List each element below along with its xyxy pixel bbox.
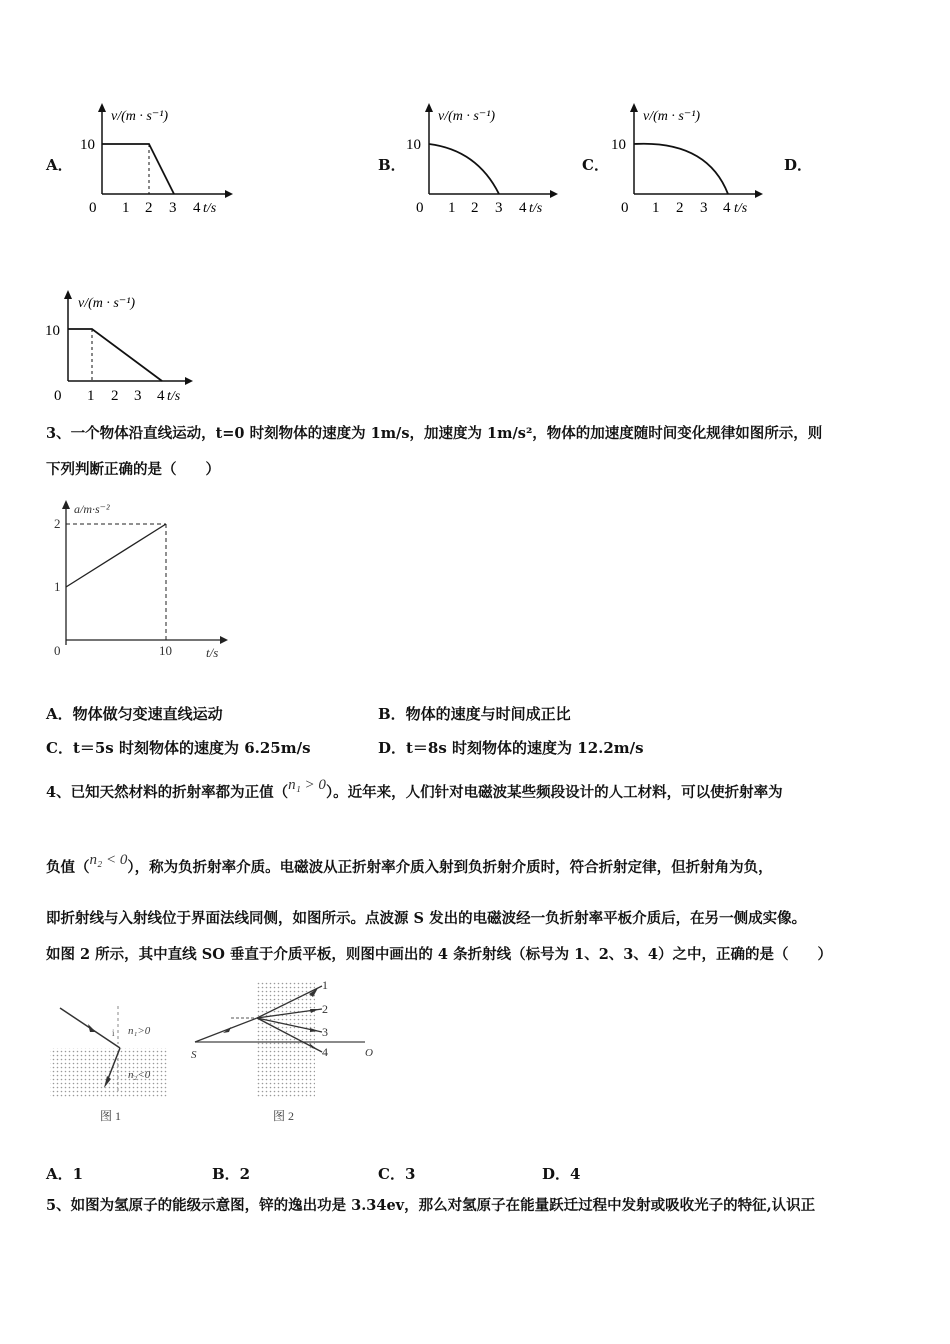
- graph-a: [75, 100, 235, 220]
- t-tick: 2: [111, 388, 119, 404]
- v-tick: 10: [406, 137, 421, 153]
- graph-d: [40, 285, 210, 410]
- q4-option-b[interactable]: B．2: [212, 1165, 251, 1183]
- v-tick: 10: [611, 137, 626, 153]
- v-axis-label: v/(m · s⁻¹): [111, 109, 169, 124]
- source-s-label: S: [191, 1049, 197, 1061]
- t-tick: 1: [448, 200, 456, 216]
- n2-label: n₂<0: [128, 1069, 151, 1081]
- v-tick: 10: [45, 323, 60, 339]
- t-tick: 1: [652, 200, 660, 216]
- t-tick: 1: [87, 388, 95, 404]
- t-tick: 3: [700, 200, 708, 216]
- q5-stem-line1: 5、如图为氢原子的能级示意图，锌的逸出功是 3.34ev，那么对氢原子在能量跃迁过程中发射或吸收光子的特征,认识正: [46, 1197, 816, 1214]
- q3-stem-line2: 下列判断正确的是（ ）: [46, 461, 220, 478]
- q4-figure-2: [185, 978, 385, 1128]
- q4-stem-line1: [46, 777, 783, 803]
- a-axis-label: a/m·s⁻²: [74, 502, 110, 516]
- n1-expression: n₁ > 0: [288, 777, 326, 793]
- t-axis-label: t/s: [206, 645, 219, 660]
- option-b-label[interactable]: B．: [378, 156, 406, 174]
- q4-figure-1: [48, 998, 178, 1128]
- t-tick: 2: [145, 200, 153, 216]
- t-tick: 10: [159, 643, 172, 658]
- q4-line2-a: 负值（: [46, 859, 90, 876]
- q4-line1-b: ）。近年来，人们针对电磁波某些频段设计的人工材料，可以使折射率为: [325, 784, 783, 801]
- ray-label-4: 4: [322, 1045, 328, 1059]
- q3-option-b[interactable]: B．物体的速度与时间成正比: [378, 705, 571, 723]
- q3-acceleration-graph: [40, 495, 240, 665]
- t-tick: 2: [676, 200, 684, 216]
- t-axis-label: t/s: [203, 201, 217, 216]
- t-tick: 0: [54, 388, 62, 404]
- q4-line2-b: ），称为负折射率介质。电磁波从正折射率介质入射到负折射介质时，符合折射定律，但折射角为负，: [127, 859, 773, 876]
- t-tick: 4: [723, 200, 731, 216]
- graph-b: [402, 100, 562, 220]
- t-axis-label: t/s: [734, 201, 748, 216]
- a-tick: 2: [54, 516, 61, 531]
- point-o-label: O: [365, 1047, 373, 1059]
- v-axis-label: v/(m · s⁻¹): [438, 109, 496, 124]
- q3-option-d[interactable]: D．t＝8s 时刻物体的速度为 12.2m/s: [378, 739, 644, 757]
- a-tick: 1: [54, 579, 61, 594]
- option-c-label[interactable]: C．: [582, 156, 609, 174]
- q4-option-c[interactable]: C．3: [378, 1165, 416, 1183]
- t-tick: 4: [519, 200, 527, 216]
- q4-line1-a: 4、已知天然材料的折射率都为正值（: [46, 784, 289, 801]
- ray-label-2: 2: [322, 1002, 328, 1016]
- q4-stem-line3: 即折射线与入射线位于界面法线同侧，如图所示。点波源 S 发出的电磁波经一负折射率平板介质后，在另一侧成实像。: [46, 910, 807, 927]
- q4-option-a[interactable]: A．1: [46, 1165, 84, 1183]
- t-tick: 0: [416, 200, 424, 216]
- t-axis-label: t/s: [167, 389, 181, 404]
- t-axis-label: t/s: [529, 201, 543, 216]
- t-tick: 2: [471, 200, 479, 216]
- q3-option-a[interactable]: A．物体做匀变速直线运动: [46, 705, 223, 723]
- q4-stem-line2: [46, 852, 773, 878]
- t-tick: 4: [157, 388, 165, 404]
- ray-label-1: 1: [322, 978, 328, 992]
- incidence-angle-label: i: [112, 1028, 115, 1038]
- t-tick: 3: [134, 388, 142, 404]
- ray-label-3: 3: [322, 1025, 328, 1039]
- n2-expression: n₂ < 0: [89, 852, 128, 868]
- option-a-label[interactable]: A．: [46, 156, 73, 174]
- figure-1-caption: 图 1: [100, 1109, 122, 1123]
- v-tick: 10: [80, 137, 95, 153]
- n1-label: n₁>0: [128, 1025, 151, 1037]
- q4-option-d[interactable]: D．4: [542, 1165, 581, 1183]
- v-axis-label: v/(m · s⁻¹): [78, 296, 136, 311]
- q3-option-c[interactable]: C．t＝5s 时刻物体的速度为 6.25m/s: [46, 739, 311, 757]
- v-axis-label: v/(m · s⁻¹): [643, 109, 701, 124]
- t-tick: 1: [122, 200, 130, 216]
- q3-stem-line1: 3、一个物体沿直线运动，t=0 时刻物体的速度为 1m/s，加速度为 1m/s²，物体的加速度随时间变化规律如图所示，则: [46, 425, 823, 442]
- t-tick: 3: [495, 200, 503, 216]
- t-tick: 0: [54, 643, 61, 658]
- t-tick: 3: [169, 200, 177, 216]
- t-tick: 0: [621, 200, 629, 216]
- t-tick: 0: [89, 200, 97, 216]
- graph-c: [607, 100, 767, 220]
- figure-2-caption: 图 2: [273, 1109, 295, 1123]
- q4-stem-line4: 如图 2 所示，其中直线 SO 垂直于介质平板，则图中画出的 4 条折射线（标号为 1、2、3、4）之中，正确的是（ ）: [46, 946, 832, 963]
- t-tick: 4: [193, 200, 201, 216]
- option-d-label[interactable]: D．: [784, 156, 813, 174]
